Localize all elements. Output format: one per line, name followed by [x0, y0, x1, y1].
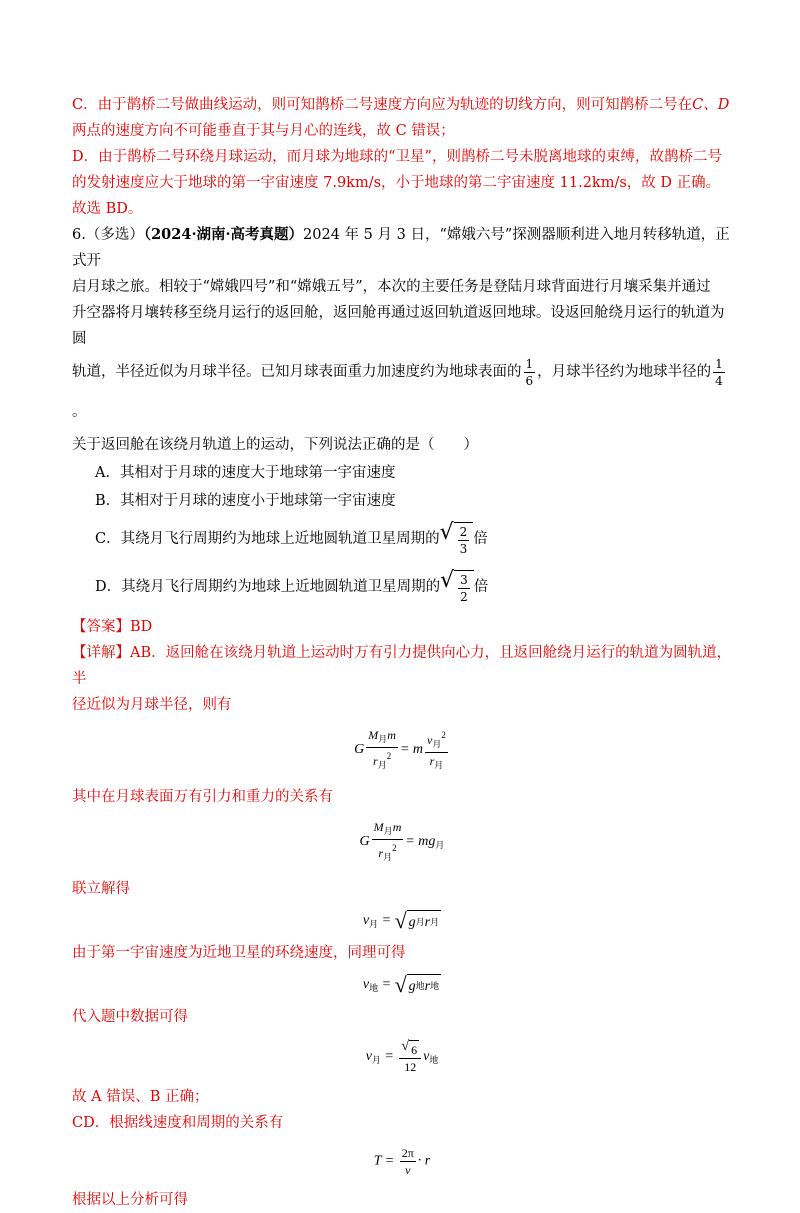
- option-c: C．其绕月飞行周期约为地球上近地圆轨道卫星周期的 √ $\frac{2}{3}$ 倍: [95, 520, 488, 556]
- question-6-text: 轨道，半径近似为月球半径。已知月球表面重力加速度约为地球表面的 $\frac{1}{6}$ ，月球半径约为地球半径的 $\frac{1}{4}$ 。: [72, 356, 723, 420]
- detail-line: 故 A 错误、B 正确；: [72, 1089, 209, 1105]
- prev-option-d-cont: 的发射速度应大于地球的第一宇宙速度 7.9km/s，小于地球的第二宇宙速度 11.2km/s，故 D 正确。: [72, 175, 721, 191]
- equation-result: $v_月$ = √ 6 12 $v_地$: [365, 1039, 439, 1074]
- fraction: $\frac{1}{4}$: [715, 356, 723, 388]
- question-6-text: 启月球之旅。相较于“嫦娥四号”和“嫦娥五号”，本次的主要任务是登陆月球背面进行月壤采集并通过: [72, 279, 711, 295]
- detail-line: 代入题中数据可得: [72, 1009, 188, 1025]
- detail-line: 【详解】AB．返回舱在该绕月轨道上运动时万有引力提供向心力，且返回舱绕月运行的轨道为圆轨道，半: [72, 645, 732, 687]
- detail-line: 联立解得: [72, 881, 130, 897]
- question-6-stem: 关于返回舱在该绕月轨道上的运动，下列说法正确的是（ ）: [72, 437, 478, 453]
- equation-surface: G $\frac{M_月m}{r_月^2}$ = $mg_月$: [359, 820, 445, 862]
- question-6-text: 升空器将月壤转移至绕月运行的返回舱，返回舱再通过返回轨道返回地球。设返回舱绕月运行的轨道为圆: [72, 305, 725, 347]
- prev-option-c-cont: 两点的速度方向不可能垂直于其与月心的连线，故 C 错误；: [72, 123, 455, 139]
- prev-option-d: D．由于鹊桥二号环绕月球运动，而月球为地球的“卫星”，则鹊桥二号未脱离地球的束缚，故鹊桥二号: [72, 149, 722, 165]
- detail-line: 根据以上分析可得: [72, 1192, 188, 1208]
- detail-line: 径近似为月球半径，则有: [72, 697, 232, 713]
- detail-line: 由于第一宇宙速度为近地卫星的环绕速度，同理可得: [72, 945, 406, 961]
- prev-answer: 故选 BD。: [72, 201, 143, 217]
- equation-v-moon: $v_月$ = √ g 月 r 月: [362, 908, 440, 933]
- fraction: $\frac{1}{6}$: [525, 356, 534, 388]
- answer-line: 【答案】BD: [72, 619, 153, 635]
- option-a: A．其相对于月球的速度大于地球第一宇宙速度: [95, 465, 396, 481]
- option-d: D．其绕月飞行周期约为地球上近地圆轨道卫星周期的 √ $\frac{3}{2}$ 倍: [95, 568, 489, 604]
- equation-v-earth: $v_地$ = √ g 地 r 地: [362, 972, 440, 997]
- question-6-header: 6.（多选）（2024·湖南·高考真题）2024 年 5 月 3 日，“嫦娥六号”探测器顺利进入地月转移轨道，正式开: [72, 226, 730, 269]
- option-b: B．其相对于月球的速度小于地球第一宇宙速度: [95, 493, 396, 509]
- sqrt: √ $\frac{2}{3}$: [440, 522, 474, 556]
- detail-line: 其中在月球表面万有引力和重力的关系有: [72, 789, 333, 805]
- prev-option-c: C．由于鹊桥二号做曲线运动，则可知鹊桥二号速度方向应为轨迹的切线方向，则可知鹊桥二号在C、D: [72, 97, 730, 113]
- equation-period: T = $\frac{2\pi}{v}$ · r: [373, 1146, 431, 1177]
- detail-line: CD．根据线速度和周期的关系有: [72, 1115, 284, 1131]
- document-page: [72, 92, 732, 1213]
- sqrt: √ $\frac{3}{2}$: [440, 570, 474, 604]
- equation-gravity: G $\frac{M_月m}{r_月^2}$ = m $\frac{v_月^2}{r_月}$: [354, 728, 446, 770]
